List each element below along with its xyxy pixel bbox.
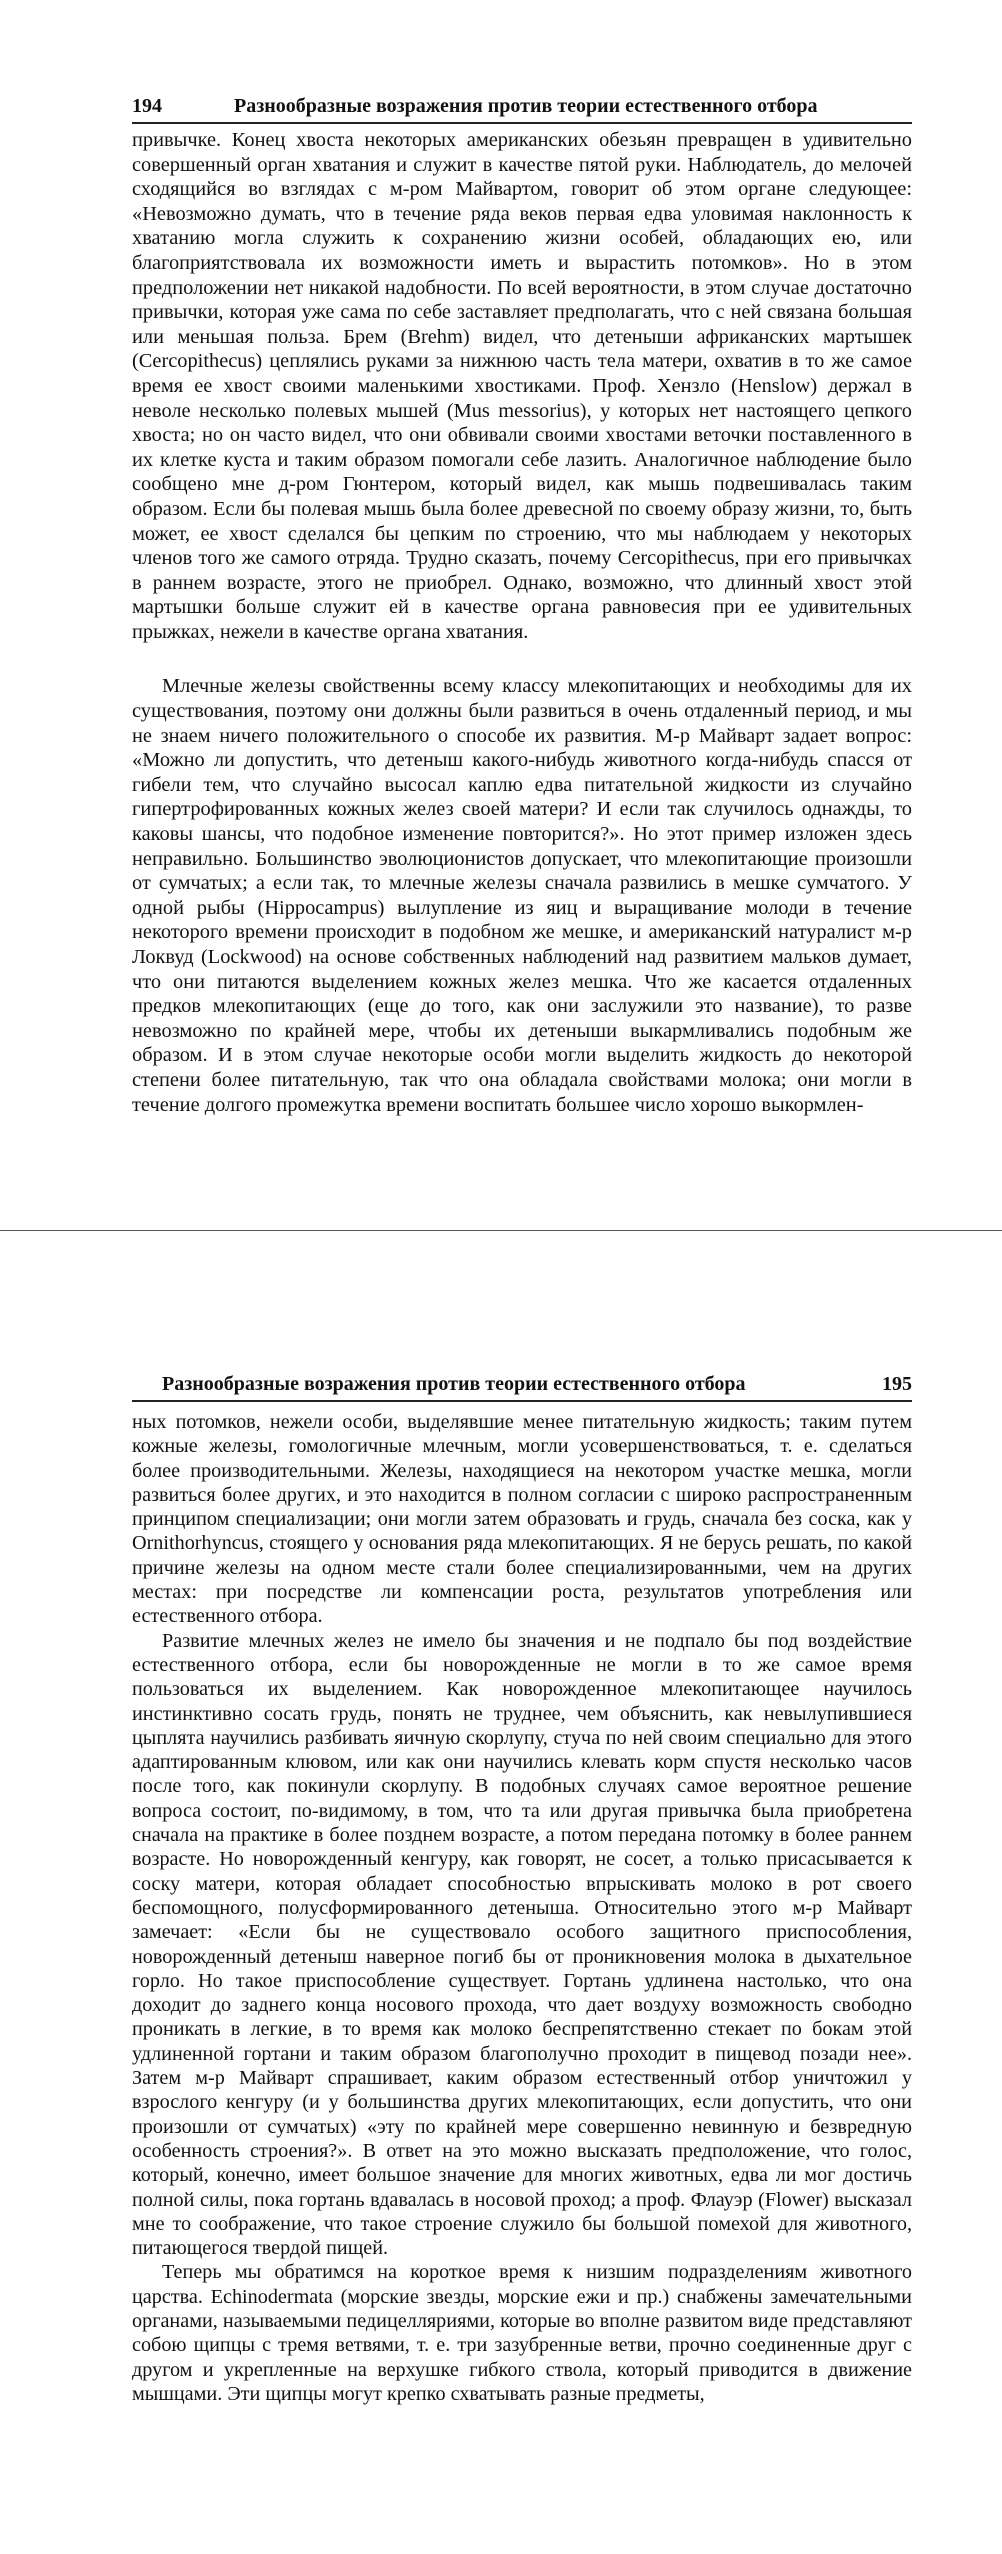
page-separator	[0, 1230, 1002, 1282]
paragraph: ных потомков, нежели особи, выделявшие менее питательную жидкость; таким путем кожные железы, гомологичные млечным, могли усовершенствоваться, т. е. сделаться более производительными. Железы, находящиеся на некотором участке мешка, могли развиться более других, и это находится в полном согласии с широко распространенным принципом специализации; они могли затем образовать и грудь, сначала без соска, как у Ornithorhyncus, стоящего у основания ряда млекопитающих. Я не берусь решать, по какой причине железы на одном месте стали более специализированными, чем на других местах: при посредстве ли компенсации роста, результатов употребления или естественного отбора.	[132, 1411, 912, 1628]
paragraph: Развитие млечных желез не имело бы значения и не подпало бы под воздействие естественного отбора, если бы новорожденные не могли в то же самое время пользоваться их выделением. Как новорожденное млекопитающее научилось инстинктивно сосать грудь, понять не труднее, чем объяснить, как невылупившиеся цыплята научились разбивать яичную скорлупу, стуча по ней своим специально для этого адаптированным клювом, или как они научились клевать корм спустя несколько часов после того, как покинули скорлупу. В подобных случаях самое вероятное решение вопроса состоит, по-видимому, в том, что та или другая привычка была приобретена сначала на практике в более позднем возрасте, а потом передана потомку в более раннем возрасте. Но новорожденный кенгуру, как говорят, не сосет, а только присасывается к соску матери, которая обладает способностью впрыскивать молоко в рот своего беспомощного, полусформированного детеныша. Относительно этого м-р Майварт замечает: «Если бы не существовало особого защитного приспособления, новорожденный детеныш наверное погиб бы от проникновения молока в дыхательное горло. Но такое приспособление существует. Гортань удлинена настолько, что она доходит до заднего конца носового прохода, что дает воздуху возможность свободно проникать в легкие, в то время как молоко беспрепятственно стекает по бокам этой удлиненной гортани и таким образом благополучно проходит в пищевод позади нее». Затем м-р Майварт спрашивает, каким образом естественный отбор уничтожил у взрослого кенгуру (и у большинства других млекопитающих, если допустить, что они произошли от сумчатых) «эту по крайней мере совершенно невинную и безвредную особенность строения?». В ответ на это можно высказать предположение, что голос, который, конечно, имеет большое значение для многих животных, едва ли мог достичь полной силы, пока гортань вдавалась в носовой проход; а проф. Флауэр (Flower) высказал мне то соображение, что такое строение служило бы большой помехой для животного, питающегося твердой пищей.	[132, 1629, 912, 2260]
page-195	[0, 1280, 1002, 2554]
paragraph: Млечные железы свойственны всему классу млекопитающих и необходимы для их существования, поэтому они должны были развиться в очень отдаленный период, и мы не знаем ничего положительного о способе их развития. М-р Майварт задает вопрос: «Можно ли допустить, что детеныш какого-нибудь животного когда-нибудь спасся от гибели тем, что случайно высосал каплю едва питательной жидкости из случайно гипертрофированных кожных желез своей матери? И если так случилось однажды, то каковы шансы, что подобное изменение повторится?». Но этот пример изложен здесь неправильно. Большинство эволюционистов допускает, что млекопитающие произошли от сумчатых; а если так, то млечные железы сначала развились в мешке сумчатого. У одной рыбы (Hippocampus) вылупление из яиц и выращивание молоди в течение некоторого времени происходит в подобном же мешке, и американский натуралист м-р Локвуд (Lockwood) на основе собственных наблюдений над развитием мальков думает, что они питаются выделением кожных желез мешка. Что же касается отдаленных предков млекопитающих (еще до того, как они заслужили это название), то разве невозможно по крайней мере, чтобы их детеныши выкармливались подобным же образом. И в этом случае некоторые особи могли выделить жидкость до некоторой степени более питательную, так что она обладала свойствами молока; они могли в течение долгого промежутка времени воспитать большее число хорошо выкормлен-	[132, 675, 912, 1116]
running-header	[132, 1366, 912, 1402]
page-number: 194	[132, 95, 162, 117]
running-title: Разнообразные возражения против теории естественного отбора	[162, 1373, 746, 1395]
page-body	[132, 128, 912, 1117]
page-body	[132, 1410, 912, 2406]
running-header	[132, 86, 912, 124]
page-194	[0, 0, 1002, 1230]
page-number: 195	[882, 1373, 912, 1395]
paragraph: привычке. Конец хвоста некоторых американских обезьян превращен в удивительно совершенный орган хватания и служит в качестве пятой руки. Наблюдатель, до мелочей сходящийся во взглядах с м-ром Майвартом, говорит об этом органе следующее: «Невозможно думать, что в течение ряда веков первая едва уловимая наклонность к хватанию могла служить к сохранению жизни особей, обладающих ею, или благоприятствовала их возможности иметь и вырастить потомков». Но в этом предположении нет никакой надобности. По всей вероятности, в этом случае достаточно привычки, которая уже сама по себе заставляет предполагать, что с ней связана большая или меньшая польза. Брем (Brehm) видел, что детеныши африканских мартышек (Cercopithecus) цеплялись руками за нижнюю часть тела матери, охватив в то же самое время ее хвост своими маленькими хвостиками. Проф. Хензло (Henslow) держал в неволе несколько полевых мышей (Mus messorius), у которых нет настоящего цепкого хвоста; но он часто видел, что они обвивали своими хвостами веточки поставленного в их клетке куста и таким образом помогали себе лазить. Аналогичное наблюдение было сообщено мне д-ром Гюнтером, который видел, как мышь подвешивалась таким образом. Если бы полевая мышь была более древесной по своему образу жизни, то, быть может, ее хвост сделался бы цепким по строению, что мы наблюдаем у некоторых членов того же самого отряда. Трудно сказать, почему Cercopithecus, при его привычках в раннем возрасте, этого не приобрел. Однако, возможно, что длинный хвост этой мартышки больше служит ей в качестве органа равновесия при ее удивительных прыжках, нежели в качестве органа хватания.	[132, 129, 912, 643]
paragraph: Теперь мы обратимся на короткое время к низшим подразделениям животного царства. Echinodermata (морские звезды, морские ежи и пр.) снабжены замечательными органами, называемыми педицелляриями, которые во вполне развитом виде представляют собою щипцы с тремя ветвями, т. е. три зазубренные ветви, прочно соединенные друг с другом и укрепленные на верхушке гибкого ствола, который приводится в движение мышцами. Эти щипцы могут крепко схватывать разные предметы,	[132, 2261, 912, 2405]
running-title: Разнообразные возражения против теории естественного отбора	[234, 95, 818, 117]
